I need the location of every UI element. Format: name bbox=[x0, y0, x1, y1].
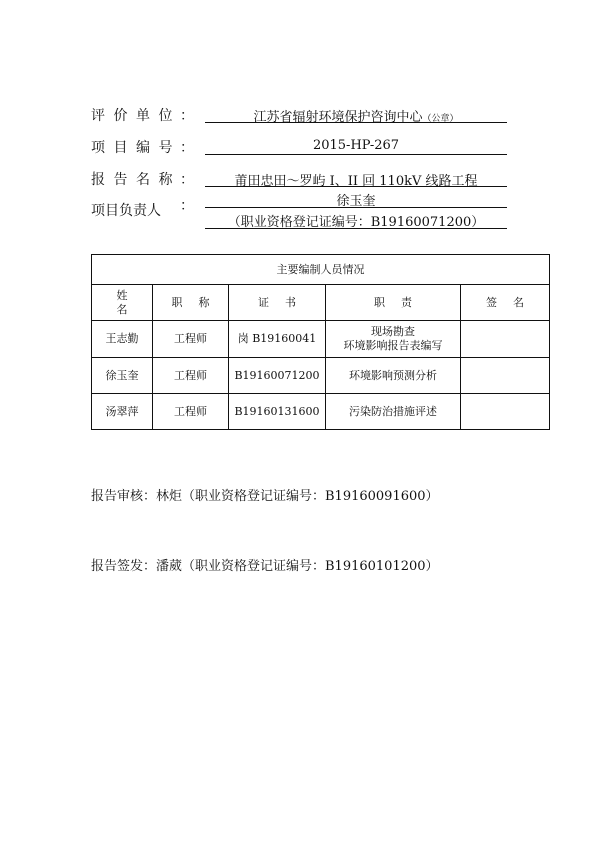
row-name: 徐玉奎 bbox=[92, 358, 153, 394]
report-review: 报告审核：林炬（职业资格登记证编号：B19160091600） bbox=[91, 489, 439, 504]
row-duty-line1: 现场勘查 bbox=[371, 325, 415, 338]
table-row bbox=[92, 394, 550, 430]
row-title: 工程师 bbox=[153, 394, 229, 430]
row-name: 王志勤 bbox=[92, 321, 153, 358]
row-duty bbox=[326, 321, 461, 358]
row-signature bbox=[461, 358, 550, 394]
project-no-label: 项目编号 bbox=[91, 140, 181, 156]
row-title: 工程师 bbox=[153, 321, 229, 358]
leader-label: 项目负责人 bbox=[91, 203, 161, 219]
unit-label: 评价单位 bbox=[91, 108, 181, 124]
row-duty-line2: 环境影响报告表编写 bbox=[343, 339, 443, 352]
report-name-label: 报告名称 bbox=[91, 172, 181, 188]
leader-name: 徐玉奎 bbox=[336, 194, 376, 209]
header-signature: 签名 bbox=[461, 285, 550, 321]
row-cert: 岗 B19160041 bbox=[229, 321, 326, 358]
report-issue: 报告签发：潘葳（职业资格登记证编号：B19160101200） bbox=[91, 559, 439, 574]
row-cert: B19160071200 bbox=[229, 358, 326, 394]
report-name-colon: ： bbox=[180, 172, 194, 188]
row-duty: 环境影响预测分析 bbox=[326, 358, 461, 394]
header-duty: 职责 bbox=[326, 285, 461, 321]
header-title: 职称 bbox=[153, 285, 229, 321]
project-no-value: 2015-HP-267 bbox=[312, 138, 400, 153]
row-cert: B19160131600 bbox=[229, 394, 326, 430]
leader-cert-underline bbox=[205, 228, 507, 229]
header-cert: 证书 bbox=[229, 285, 326, 321]
report-name-value: 莆田忠田～罗屿 I、II 回 110kV 线路工程 bbox=[234, 174, 478, 189]
row-signature bbox=[461, 394, 550, 430]
unit-underline bbox=[205, 122, 507, 123]
staff-table-title: 主要编制人员情况 bbox=[92, 255, 550, 285]
table-row bbox=[92, 321, 550, 358]
staff-table bbox=[91, 254, 550, 430]
row-name: 汤翠萍 bbox=[92, 394, 153, 430]
unit-colon: ： bbox=[180, 108, 194, 124]
row-signature bbox=[461, 321, 550, 358]
leader-name-underline bbox=[205, 207, 507, 208]
row-duty: 污染防治措施评述 bbox=[326, 394, 461, 430]
leader-cert: （职业资格登记证编号：B19160071200） bbox=[227, 215, 485, 230]
seal-note: （公章） bbox=[422, 114, 459, 124]
project-no-underline bbox=[205, 154, 507, 155]
row-title: 工程师 bbox=[153, 358, 229, 394]
header-name: 姓名 bbox=[92, 285, 153, 321]
project-no-colon: ： bbox=[180, 140, 194, 156]
table-row bbox=[92, 358, 550, 394]
report-name-underline bbox=[205, 186, 507, 187]
unit-name: 江苏省辐射环境保护咨询中心 bbox=[253, 110, 423, 125]
leader-colon: ： bbox=[180, 198, 194, 214]
